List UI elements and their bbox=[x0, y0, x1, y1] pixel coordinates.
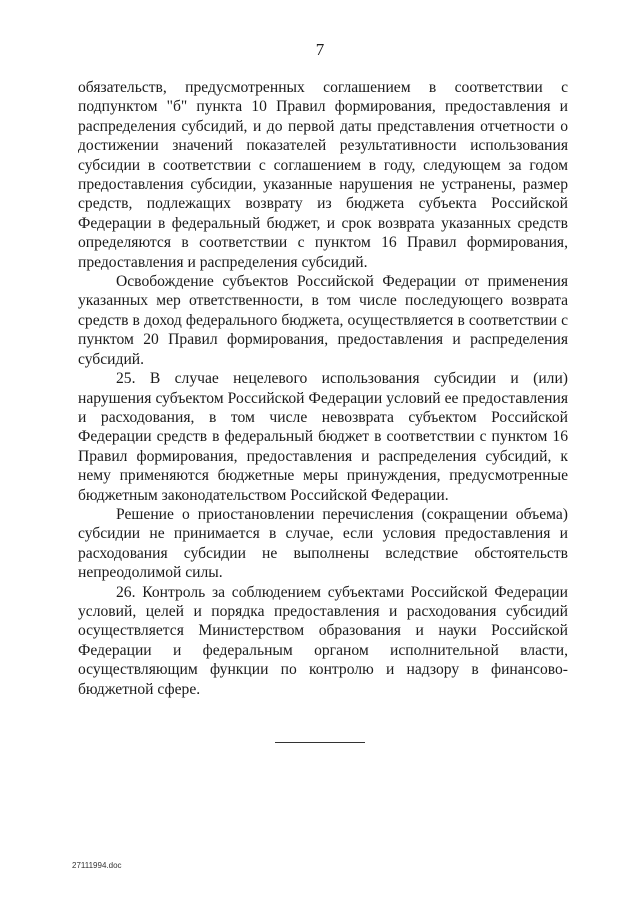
document-body bbox=[78, 78, 568, 699]
paragraph-item-25: 25. В случае нецелевого использования субсидии и (или) нарушения субъектом Российской Федерации условий ее предоставления и расходования, в том числе невозврата субъектом Российской Федерации средств в федеральный бюджет в соответствии с пунктом 16 Правил формирования, предоставления и распределения субсидий, к нему применяются бюджетные меры принуждения, предусмотренные бюджетным законодательством Российской Федерации. bbox=[78, 370, 568, 504]
paragraph-exemption: Освобождение субъектов Российской Федерации от применения указанных мер ответственности, в том числе последующего возврата средств в доход федерального бюджета, осуществляется в соответствии с пунктом 20 Правил формирования, предоставления и распределения субсидий. bbox=[78, 273, 568, 368]
page-number: 7 bbox=[315, 40, 325, 59]
paragraph-item-26: 26. Контроль за соблюдением субъектами Российской Федерации условий, целей и порядка предоставления и расходования субсидий осуществляется Министерством образования и науки Российской Федерации и федеральным органом исполнительной власти, осуществляющим функции по контролю и надзору в финансово-бюджетной сфере. bbox=[78, 583, 568, 698]
document-file-id: 27111994.doc bbox=[72, 861, 122, 870]
end-divider bbox=[275, 742, 365, 743]
paragraph-continuation: обязательств, предусмотренных соглашением в соответствии с подпунктом "б" пункта 10 Правил формирования, предоставления и распределения субсидий, и до первой даты представления отчетности о достижении значений показателей результативности использования субсидии в соответствии с соглашением в году, следующем за годом предоставления субсидии, указанные нарушения не устранены, размер средств, подлежащих возврату из бюджета субъекта Российской Федерации в федеральный бюджет, и срок возврата указанных средств определяются в соответствии с пунктом 16 Правил формирования, предоставления и распределения субсидий. bbox=[78, 79, 568, 271]
paragraph-suspension-decision: Решение о приостановлении перечисления (сокращении объема) субсидии не принимается в случае, если условия предоставления и расходования субсидии не выполнены вследствие обстоятельств непреодолимой силы. bbox=[78, 505, 568, 582]
